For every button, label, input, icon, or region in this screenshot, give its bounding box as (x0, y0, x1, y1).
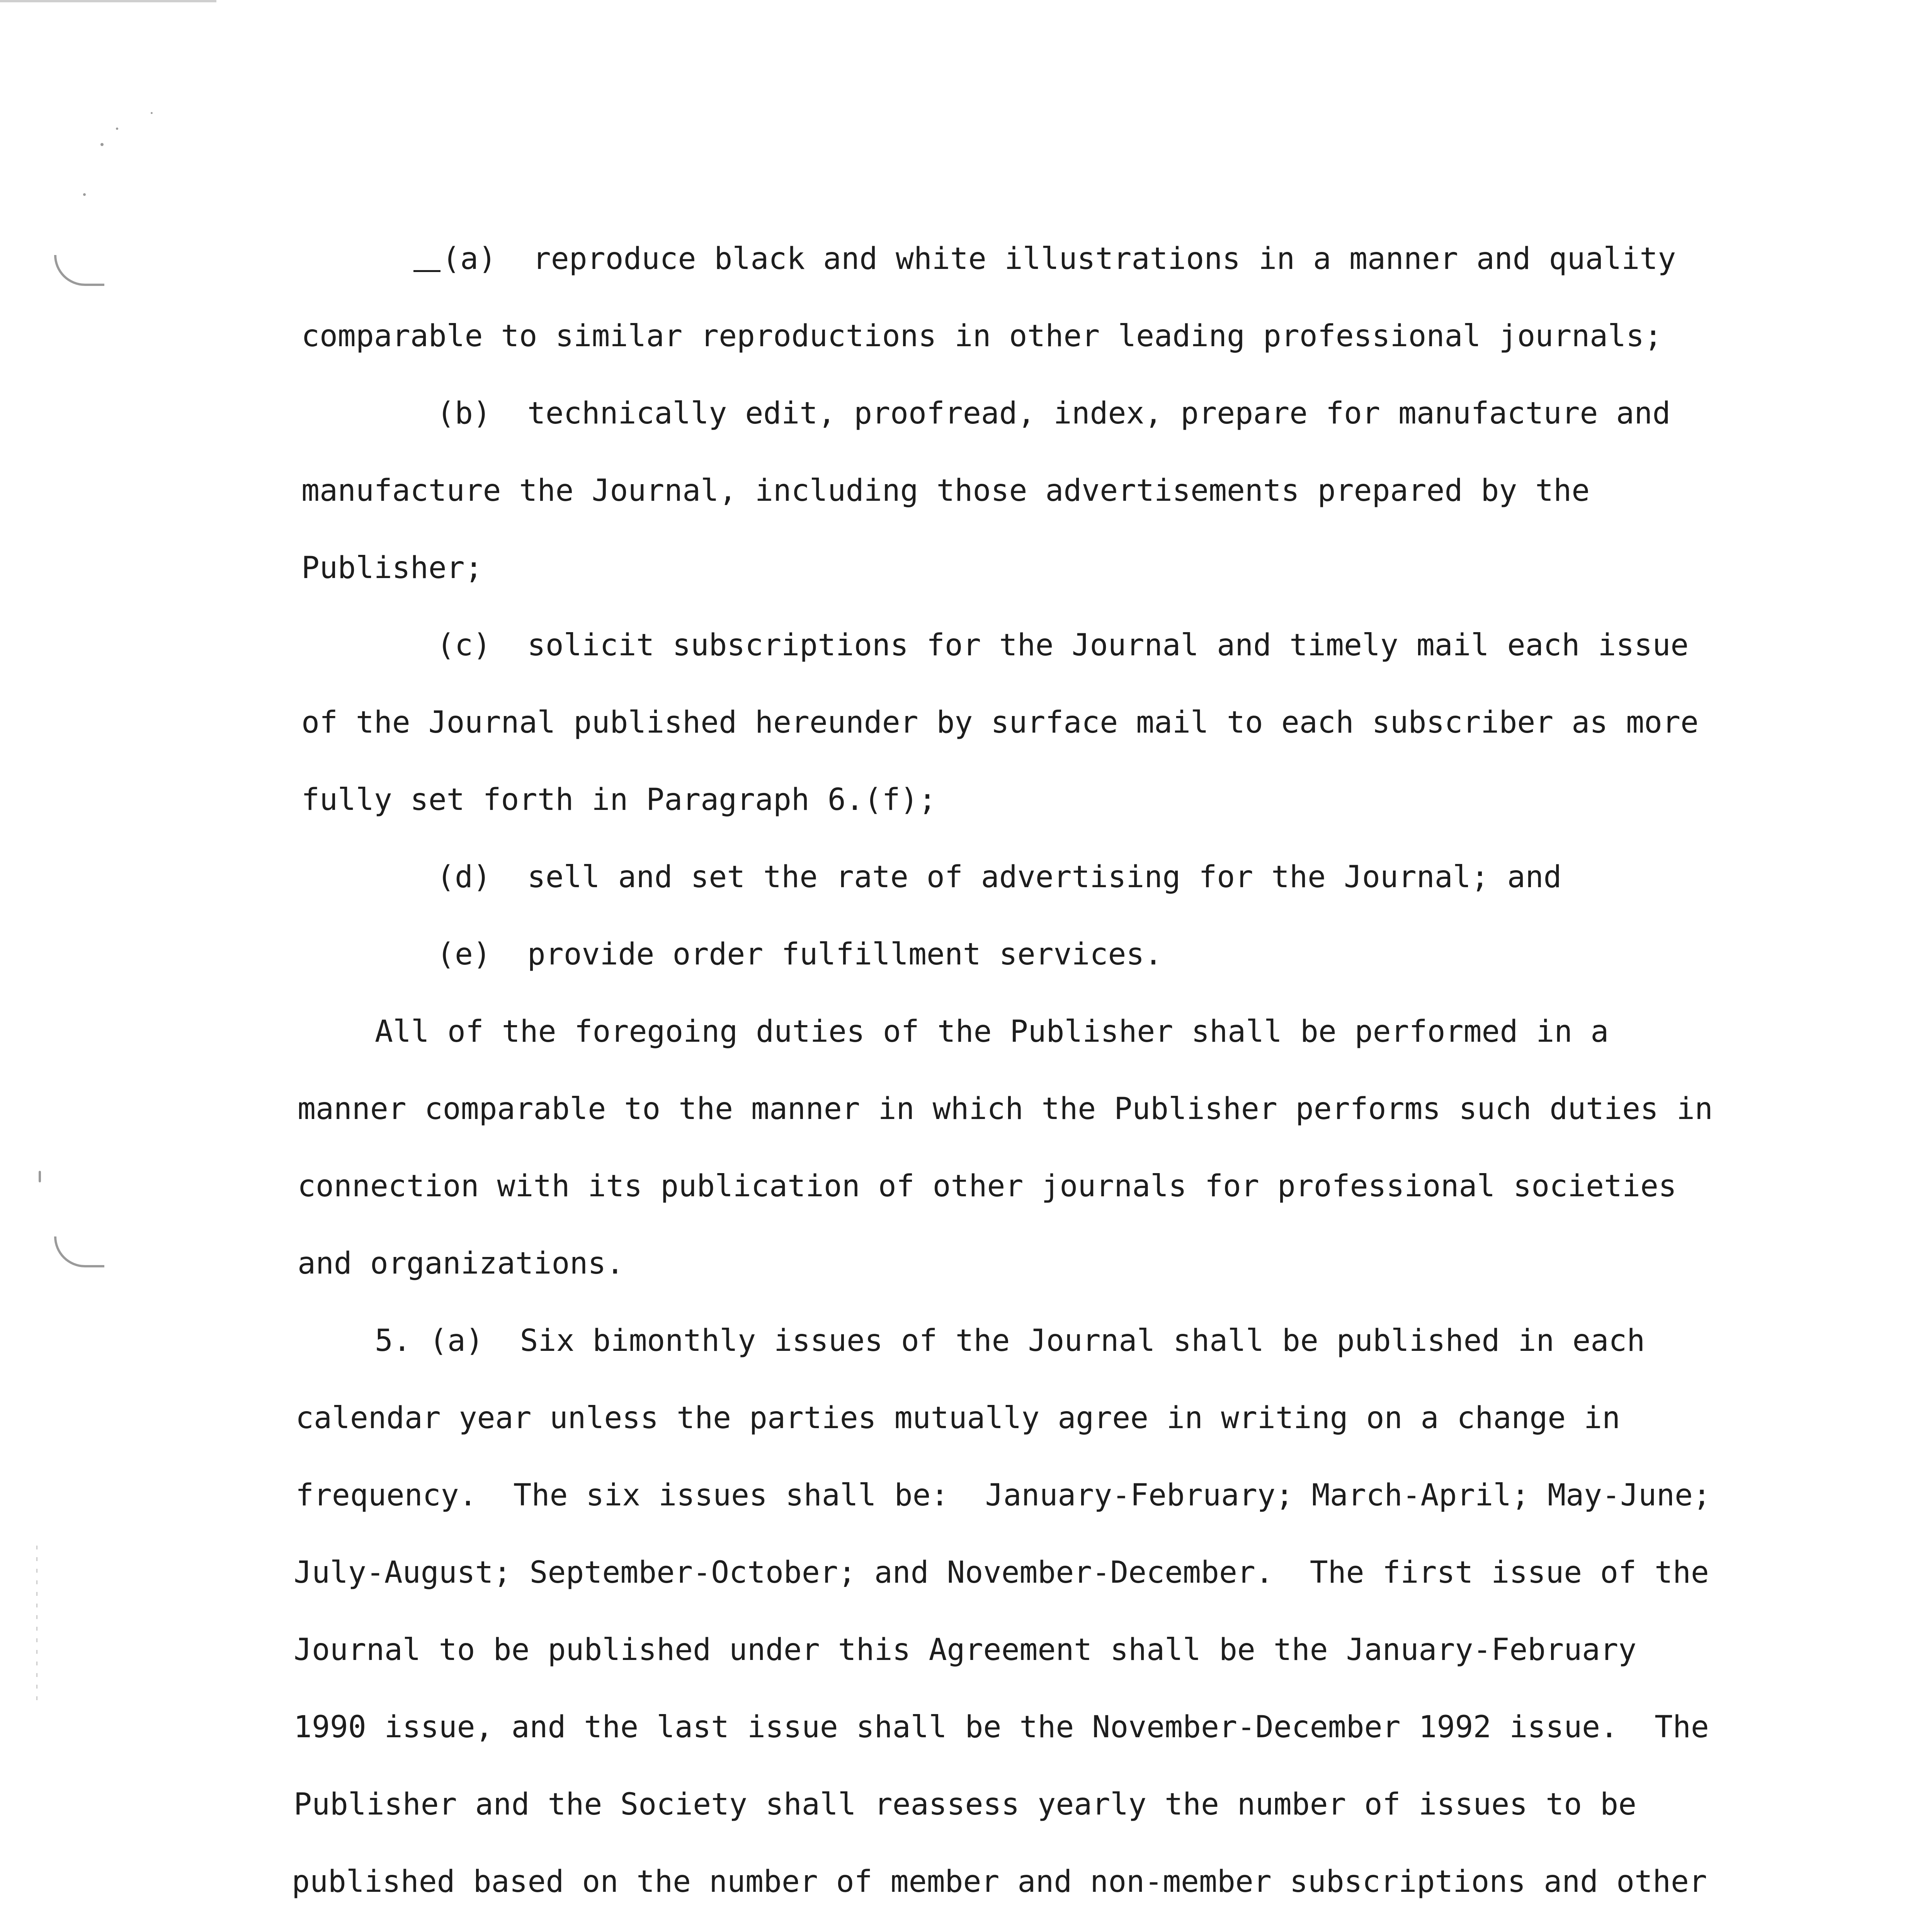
text-line: manufacture the Journal, including those advertisements prepared by the (301, 473, 1590, 508)
text-line-item-e: (e) provide order fulfillment services. (437, 937, 1163, 972)
text-line-item-a: (a) reproduce black and white illustrations in a manner and quality (413, 240, 1676, 278)
text-line: All of the foregoing duties of the Publisher shall be performed in a (375, 1014, 1609, 1049)
text-line: frequency. The six issues shall be: January-February; March-April; May-June; (296, 1478, 1711, 1513)
text-line: comparable to similar reproductions in other leading professional journals; (301, 319, 1662, 354)
text-line-item-b: (b) technically edit, proofread, index, prepare for manufacture and (437, 396, 1671, 431)
text-line: 1990 issue, and the last issue shall be the November-December 1992 issue. The (294, 1710, 1709, 1745)
scan-speck (116, 128, 118, 130)
text-line: fully set forth in Paragraph 6.(f); (301, 782, 937, 817)
scan-speck (39, 1171, 41, 1182)
scan-top-edge (0, 0, 216, 2)
scan-margin-dots (36, 1546, 37, 1708)
binder-hole-mark (54, 1236, 104, 1267)
scan-speck (83, 193, 86, 196)
scan-speck (151, 112, 153, 114)
text-line: Publisher; (301, 551, 483, 585)
binder-hole-mark (54, 255, 104, 286)
text-line: July-August; September-October; and November-December. The first issue of the (294, 1555, 1709, 1590)
text-line: and organizations. (298, 1246, 624, 1281)
text-line-paragraph-5: 5. (a) Six bimonthly issues of the Journal shall be published in each (375, 1323, 1645, 1358)
text-line: manner comparable to the manner in which the Publisher performs such duties in (298, 1092, 1713, 1126)
text-line: connection with its publication of other journals for professional societies (298, 1169, 1677, 1204)
blank-underline-mark (413, 270, 440, 272)
text-line: Journal to be published under this Agreement shall be the January-February (294, 1633, 1637, 1667)
text-line: of the Journal published hereunder by surface mail to each subscriber as more (301, 705, 1699, 740)
text-line: Publisher and the Society shall reassess yearly the number of issues to be (294, 1787, 1637, 1822)
text-line-item-c: (c) solicit subscriptions for the Journal and timely mail each issue (437, 628, 1689, 663)
text-line: published based on the number of member and non-member subscriptions and other (292, 1864, 1707, 1899)
text-line: calendar year unless the parties mutually agree in writing on a change in (296, 1401, 1621, 1435)
text-line-item-d: (d) sell and set the rate of advertising for the Journal; and (437, 860, 1562, 895)
scan-speck (100, 143, 104, 146)
